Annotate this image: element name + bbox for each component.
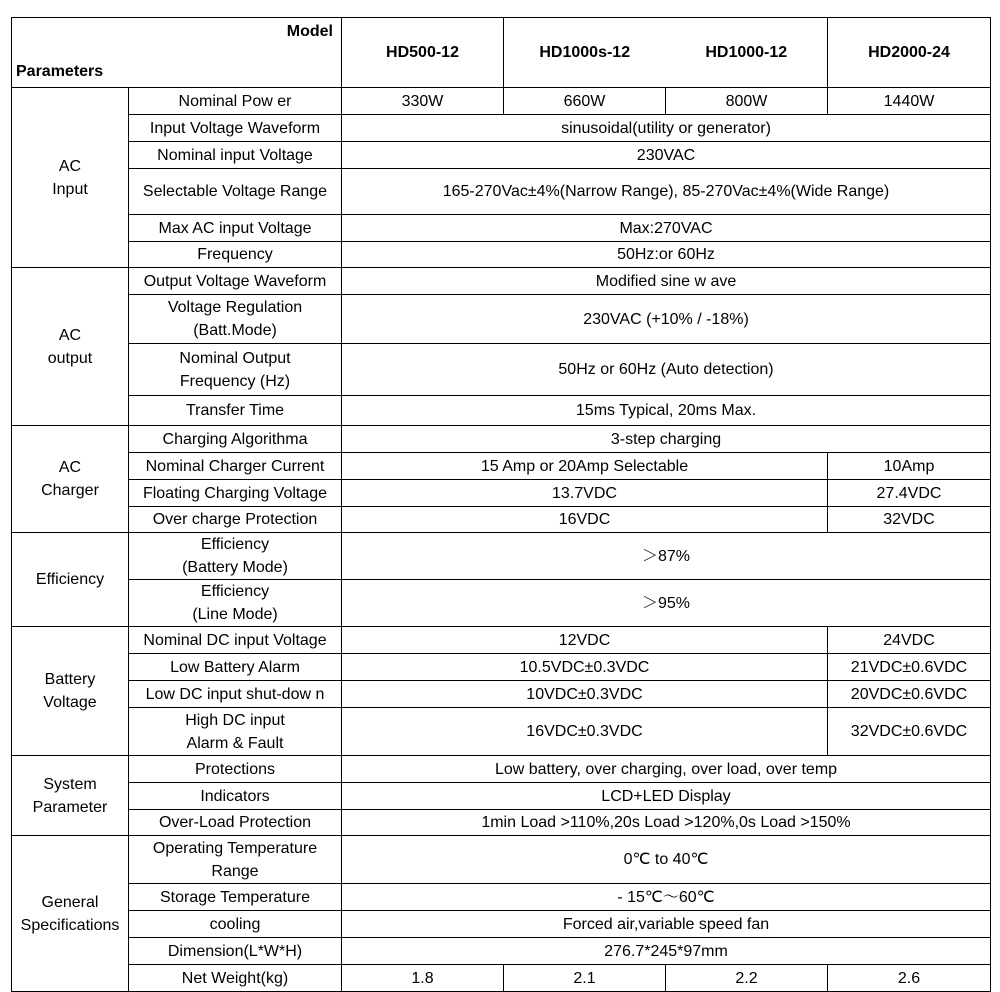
value-cell: 15 Amp or 20Amp Selectable: [342, 453, 828, 480]
value-cell: 32VDC±0.6VDC: [828, 708, 991, 756]
model-hd2000-24: HD2000-24: [828, 18, 991, 88]
value-cell: 3-step charging: [342, 426, 991, 453]
value-cell: 20VDC±0.6VDC: [828, 681, 991, 708]
param-label: Operating Temperature Range: [129, 836, 342, 884]
value-cell: 16VDC: [342, 507, 828, 533]
param-label: Storage Temperature: [129, 884, 342, 911]
param-label: Nominal Output Frequency (Hz): [129, 344, 342, 396]
value-cell: 2.1: [504, 965, 666, 992]
table-row: [12, 142, 991, 169]
param-label: Voltage Regulation (Batt.Mode): [129, 295, 342, 344]
table-row: [12, 783, 991, 810]
table-row: [12, 295, 991, 344]
value-cell: Max:270VAC: [342, 215, 991, 242]
value-cell: 330W: [342, 88, 504, 115]
value-cell: 2.2: [666, 965, 828, 992]
param-label: cooling: [129, 911, 342, 938]
table-row: [12, 580, 991, 627]
value-cell: Modified sine w ave: [342, 268, 991, 295]
value-cell: 13.7VDC: [342, 480, 828, 507]
value-cell: 10Amp: [828, 453, 991, 480]
value-cell: 27.4VDC: [828, 480, 991, 507]
table-row: [12, 169, 991, 215]
param-label: Selectable Voltage Range: [129, 169, 342, 215]
param-label: Efficiency (Battery Mode): [129, 533, 342, 580]
table-row: [12, 115, 991, 142]
param-label: Nominal DC input Voltage: [129, 627, 342, 654]
table-row: [12, 836, 991, 884]
value-cell: 32VDC: [828, 507, 991, 533]
value-cell: 660W: [504, 88, 666, 115]
param-label: Transfer Time: [129, 396, 342, 426]
value-cell: 10.5VDC±0.3VDC: [342, 654, 828, 681]
table-row: [12, 268, 991, 295]
specification-table: [11, 17, 991, 992]
param-label: Input Voltage Waveform: [129, 115, 342, 142]
param-label: Output Voltage Waveform: [129, 268, 342, 295]
value-cell: 24VDC: [828, 627, 991, 654]
table-row: [12, 756, 991, 783]
group-battery-voltage: Battery Voltage: [12, 627, 129, 756]
table-row: [12, 810, 991, 836]
table-row: [12, 344, 991, 396]
value-cell: 1min Load >110%,20s Load >120%,0s Load >150%: [342, 810, 991, 836]
model-hd1000s-12: HD1000s-12: [504, 18, 666, 88]
param-label: Indicators: [129, 783, 342, 810]
param-label: Over-Load Protection: [129, 810, 342, 836]
param-label: Low Battery Alarm: [129, 654, 342, 681]
table-row: [12, 480, 991, 507]
value-cell: sinusoidal(utility or generator): [342, 115, 991, 142]
table-row: [12, 242, 991, 268]
value-cell: 16VDC±0.3VDC: [342, 708, 828, 756]
table-row: [12, 708, 991, 756]
param-label: Low DC input shut-dow n: [129, 681, 342, 708]
param-label: Max AC input Voltage: [129, 215, 342, 242]
value-cell: Low battery, over charging, over load, over temp: [342, 756, 991, 783]
value-cell: 800W: [666, 88, 828, 115]
value-cell: 12VDC: [342, 627, 828, 654]
param-label: Protections: [129, 756, 342, 783]
value-cell: 276.7*245*97mm: [342, 938, 991, 965]
group-system-parameter: System Parameter: [12, 756, 129, 836]
value-cell: 50Hz or 60Hz (Auto detection): [342, 344, 991, 396]
value-cell: 1440W: [828, 88, 991, 115]
param-label: Nominal input Voltage: [129, 142, 342, 169]
value-cell: 10VDC±0.3VDC: [342, 681, 828, 708]
param-label: Floating Charging Voltage: [129, 480, 342, 507]
model-hd500-12: HD500-12: [342, 18, 504, 88]
table-row: [12, 681, 991, 708]
param-label: Charging Algorithma: [129, 426, 342, 453]
param-label: Dimension(L*W*H): [129, 938, 342, 965]
value-cell: 230VAC (+10% / -18%): [342, 295, 991, 344]
param-label: Efficiency (Line Mode): [129, 580, 342, 627]
value-cell: Forced air,variable speed fan: [342, 911, 991, 938]
model-parameters-header: [12, 18, 342, 88]
model-hd1000-12: HD1000-12: [666, 18, 828, 88]
table-row: [12, 426, 991, 453]
value-cell: 2.6: [828, 965, 991, 992]
header-row: [12, 18, 991, 88]
param-label: Frequency: [129, 242, 342, 268]
param-label: High DC input Alarm & Fault: [129, 708, 342, 756]
group-ac-charger: AC Charger: [12, 426, 129, 533]
param-label: Net Weight(kg): [129, 965, 342, 992]
parameters-label: Parameters: [16, 63, 104, 80]
table-row: [12, 507, 991, 533]
value-cell: 50Hz:or 60Hz: [342, 242, 991, 268]
table-row: [12, 453, 991, 480]
group-general-specifications: General Specifications: [12, 836, 129, 992]
param-label: Nominal Charger Current: [129, 453, 342, 480]
table-row: [12, 884, 991, 911]
table-row: [12, 911, 991, 938]
table-row: [12, 533, 991, 580]
table-row: [12, 938, 991, 965]
group-efficiency: Efficiency: [12, 533, 129, 627]
param-label: Nominal Pow er: [129, 88, 342, 115]
value-cell: 165-270Vac±4%(Narrow Range), 85-270Vac±4%(Wide Range): [342, 169, 991, 215]
table-row: [12, 654, 991, 681]
value-cell: 21VDC±0.6VDC: [828, 654, 991, 681]
value-cell: 15ms Typical, 20ms Max.: [342, 396, 991, 426]
value-cell: 230VAC: [342, 142, 991, 169]
table-row: [12, 88, 991, 115]
value-cell: ＞87%: [342, 533, 991, 580]
group-ac-output: AC output: [12, 268, 129, 426]
value-cell: - 15℃～60℃: [342, 884, 991, 911]
table-row: [12, 396, 991, 426]
value-cell: LCD+LED Display: [342, 783, 991, 810]
group-ac-input: AC Input: [12, 88, 129, 268]
table-row: [12, 215, 991, 242]
value-cell: ＞95%: [342, 580, 991, 627]
value-cell: 0℃ to 40℃: [342, 836, 991, 884]
table-row: [12, 627, 991, 654]
table-row: [12, 965, 991, 992]
model-label: Model: [286, 23, 333, 40]
param-label: Over charge Protection: [129, 507, 342, 533]
value-cell: 1.8: [342, 965, 504, 992]
